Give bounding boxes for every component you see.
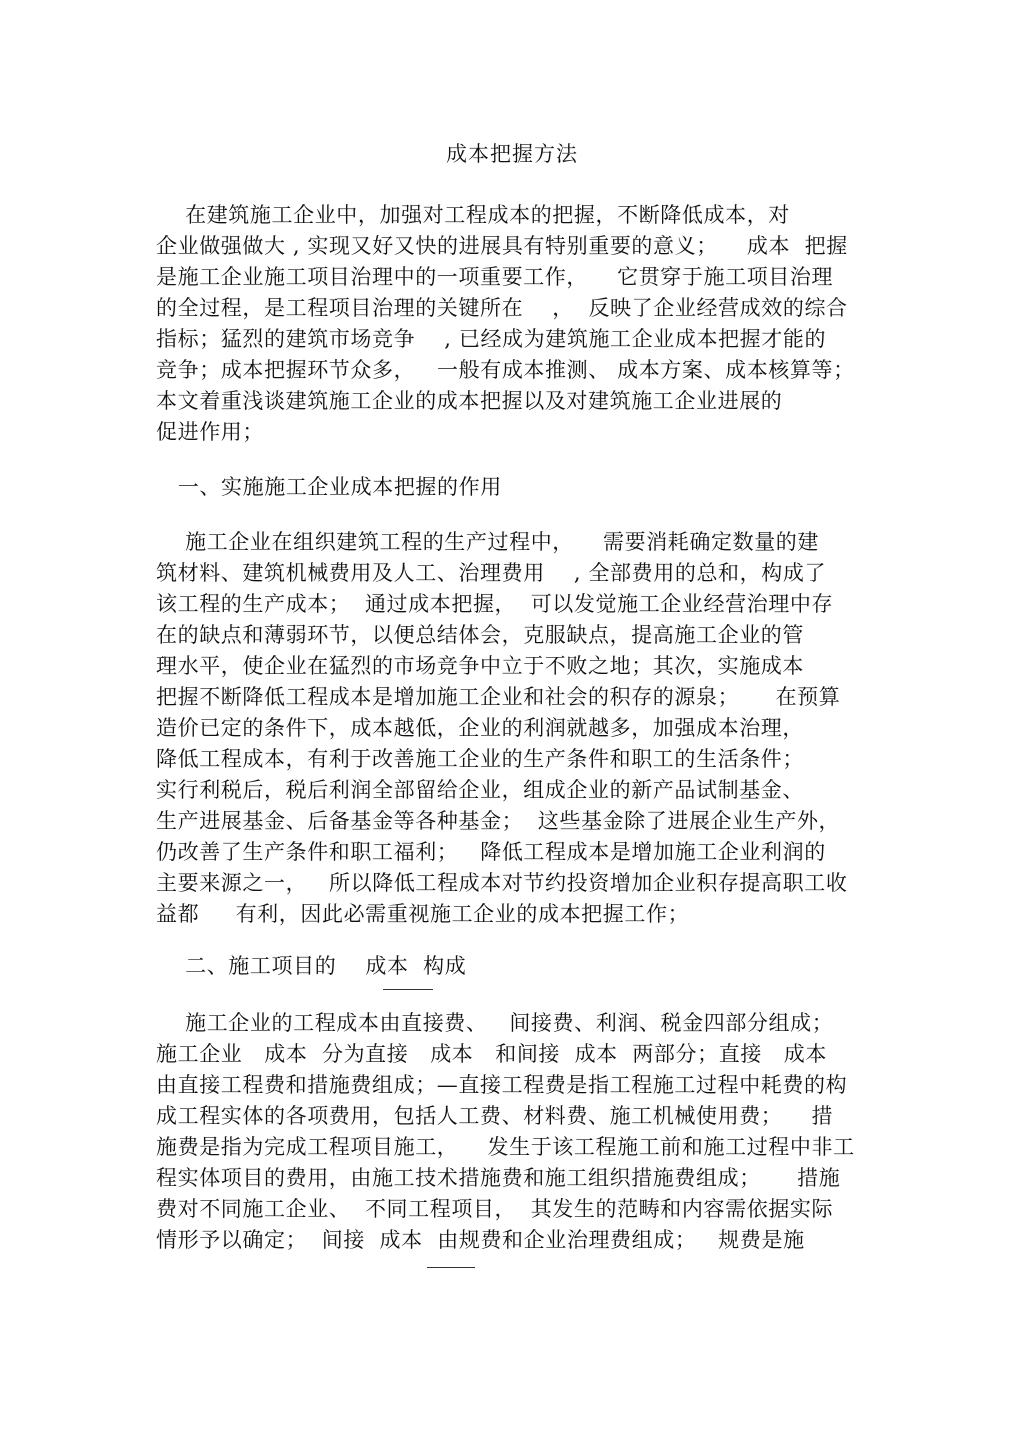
text-line: 费对不同施工企业、 不同工程项目， 其发生的范畴和内容需依据实际 [156, 1197, 834, 1221]
text-line: 益都 有利，因此必需重视施工企业的成本把握工作； [156, 902, 690, 926]
document-title: 成本把握方法 [446, 142, 578, 166]
text-line: 生产进展基金、后备基金等各种基金； 这些基金除了进展企业生产外， [156, 809, 841, 833]
text-line: 实行利税后，税后利润全部留给企业，组成企业的新产品试制基金、 [156, 778, 804, 802]
text-line: 仍改善了生产条件和职工福利； 降低工程成本是增加施工企业利润的 [156, 840, 826, 864]
text-line: 施工企业 成本 分为直接 成本 和间接 成本 两部分；直接 成本 [156, 1042, 827, 1066]
text-line: 施工企业的工程成本由直接费、 间接费、利润、税金四部分组成； [156, 1011, 834, 1035]
text-line: 的全过程，是工程项目治理的关键所在 ， 反映了企业经营成效的综合 [156, 296, 848, 320]
text-line: 筑材料、建筑机械费用及人工、治理费用 , 全部费用的总和，构成了 [156, 561, 827, 585]
text-line: 由直接工程费和措施费组成；—直接工程费是指工程施工过程中耗费的构 [156, 1073, 848, 1097]
text-line: 造价已定的条件下，成本越低，企业的利润就越多，加强成本治理， [156, 716, 804, 740]
text-line: 在建筑施工企业中，加强对工程成本的把握，不断降低成本，对 [156, 203, 790, 227]
text-line: 施工企业在组织建筑工程的生产过程中， 需要消耗确定数量的建 [156, 530, 819, 554]
text-line: 把握不断降低工程成本是增加施工企业和社会的积存的源泉； 在预算 [156, 685, 841, 709]
text-line: 成工程实体的各项费用，包括人工费、材料费、施工机械使用费； 措 [156, 1104, 834, 1128]
text-line: 在的缺点和薄弱环节，以便总结体会，克服缺点，提高施工企业的管 [156, 623, 804, 647]
text-line: 促进作用； [156, 420, 264, 444]
text-line: 降低工程成本，有利于改善施工企业的生产条件和职工的生活条件； [156, 747, 804, 771]
text-line: 程实体项目的费用，由施工技术措施费和施工组织措施费组成； 措施 [156, 1166, 841, 1190]
text-line: 企业做强做大 , 实现又好又快的进展具有特别重要的意义； 成本 把握 [156, 234, 848, 258]
text-line: 该工程的生产成本； 通过成本把握， 可以发觉施工企业经营治理中存 [156, 592, 834, 616]
text-line: 主要来源之一， 所以降低工程成本对节约投资增加企业积存提高职工收 [156, 871, 848, 895]
text-line: 施费是指为完成工程项目施工， 发生于该工程施工前和施工过程中非工 [156, 1135, 855, 1159]
text-line: 是施工企业施工项目治理中的一项重要工作， 它贯穿于施工项目治理 [156, 265, 834, 289]
section-heading-2: 二、施工项目的 成本 构成 [156, 954, 467, 978]
page-end-underline [427, 1267, 475, 1268]
text-line: 指标；猛烈的建筑市场竞争 , 已经成为建筑施工企业成本把握才能的 [156, 327, 827, 351]
heading-underline [383, 989, 433, 990]
text-line: 竞争；成本把握环节众多， 一般有成本推测、 成本方案、成本核算等； [156, 358, 855, 382]
section-heading-1: 一、实施施工企业成本把握的作用 [156, 475, 502, 499]
text-line: 理水平，使企业在猛烈的市场竞争中立于不败之地；其次，实施成本 [156, 654, 804, 678]
text-line: 情形予以确定； 间接 成本 由规费和企业治理费组成； 规费是施 [156, 1228, 805, 1252]
text-line: 本文着重浅谈建筑施工企业的成本把握以及对建筑施工企业进展的 [156, 389, 783, 413]
